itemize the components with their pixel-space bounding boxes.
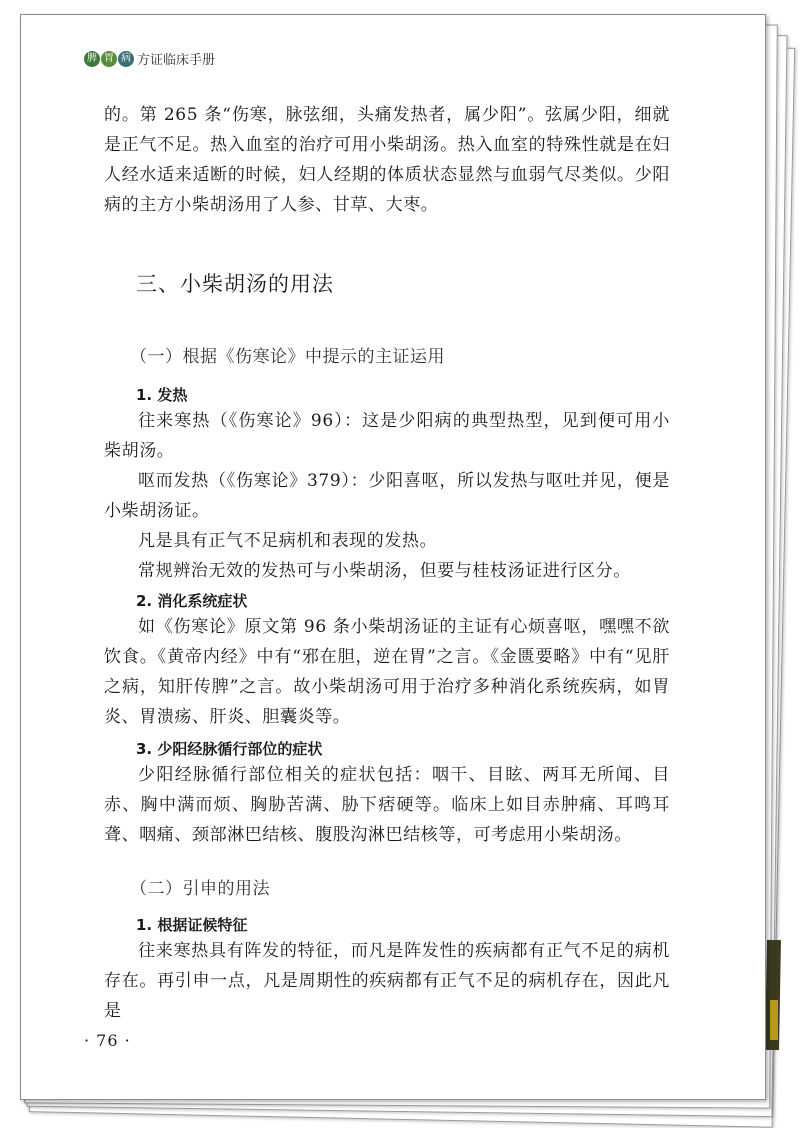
body-paragraph: 如《伤寒论》原文第 96 条小柴胡汤证的主证有心烦喜呕，嘿嘿不欲饮食。《黄帝内经》中有“邪在胆，逆在胃”之言。《金匮要略》中有“见肝之病，知肝传脾”之言。故小柴胡汤可用于治疗多种消化系统疾病，如胃炎、胃溃疡、肝炎、胆囊炎等。	[104, 617, 670, 727]
item-heading: 3. 少阳经脉循行部位的症状	[136, 740, 323, 758]
running-header	[84, 49, 215, 68]
body-paragraph: 少阳经脉循行部位相关的症状包括：咽干、目眩、两耳无所闻、目赤、胸中满而烦、胸胁苦满、胁下痞硬等。临床上如目赤肿痛、耳鸣耳聋、咽痛、颈部淋巴结核、腹股沟淋巴结核等，可考虑用小柴胡汤。	[104, 765, 670, 845]
body-paragraph: 往来寒热（《伤寒论》96）：这是少阳病的典型热型，见到便可用小柴胡汤。	[104, 411, 670, 461]
header-title: 方证临床手册	[137, 53, 216, 68]
item-block	[104, 760, 670, 850]
header-badge: 脾	[84, 51, 100, 67]
paragraph-top	[104, 100, 670, 220]
subsection-heading: （一）根据《伤寒论》中提示的主证运用	[130, 347, 445, 367]
item-block	[104, 936, 670, 1026]
item-heading: 1. 根据证候特征	[136, 916, 248, 934]
body-paragraph: 呕而发热（《伤寒论》379）：少阳喜呕，所以发热与呕吐并见，便是小柴胡汤证。	[104, 471, 670, 521]
cover-edge-accent	[770, 1000, 778, 1040]
header-badge: 胃	[101, 51, 117, 67]
header-badge: 病	[118, 51, 134, 67]
item-block	[104, 406, 670, 586]
body-paragraph: 往来寒热具有阵发的特征，而凡是阵发性的疾病都有正气不足的病机存在。再引申一点，凡是周期性的疾病都有正气不足的病机存在，因此凡是	[104, 941, 670, 1021]
page-number: · 76 ·	[84, 1031, 131, 1050]
subsection-heading: （二）引申的用法	[130, 879, 270, 899]
item-heading: 2. 消化系统症状	[136, 592, 248, 610]
item-heading: 1. 发热	[136, 386, 188, 404]
body-paragraph: 的。第 265 条“伤寒，脉弦细，头痛发热者，属少阳”。弦属少阳，细就是正气不足。热入血室的治疗可用小柴胡汤。热入血室的特殊性就是在妇人经水适来适断的时候，妇人经期的体质状态显然与血弱气尽类似。少阳病的主方小柴胡汤用了人参、甘草、大枣。	[104, 105, 670, 215]
section-heading: 三、小柴胡汤的用法	[136, 272, 334, 296]
body-paragraph: 常规辨治无效的发热可与小柴胡汤，但要与桂枝汤证进行区分。	[138, 561, 631, 581]
item-block	[104, 612, 670, 732]
body-paragraph: 凡是具有正气不足病机和表现的发热。	[138, 531, 438, 551]
